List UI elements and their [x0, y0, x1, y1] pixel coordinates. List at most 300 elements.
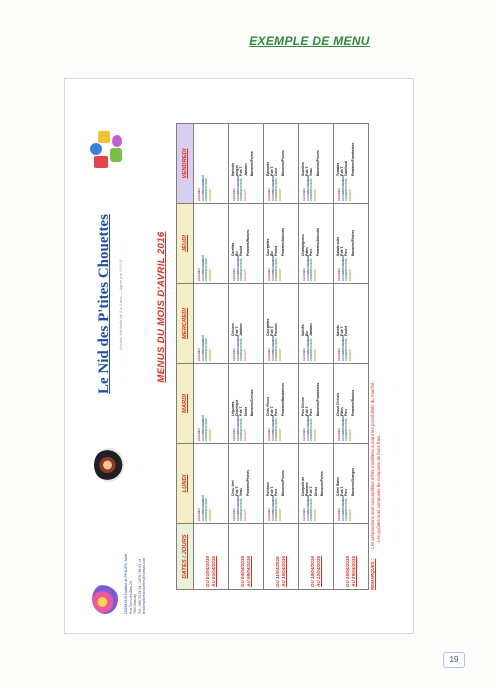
dish-line: Chou Fleurs — [266, 396, 270, 416]
category-label: DESSERT — [208, 348, 212, 361]
menu-cell — [334, 204, 369, 284]
menu-cell — [229, 444, 264, 524]
dessert-line: Bananes/Prunes — [280, 150, 285, 176]
category-label: ACCOMPAGNEMENT — [306, 334, 310, 361]
category-label: LÉGUMES — [338, 188, 341, 201]
dish-line: Porc — [344, 408, 349, 416]
dish-line: P.de T. — [235, 325, 240, 336]
category-label: VIANDE/POISSON — [240, 338, 244, 361]
dessert-line: Bananes/Poires — [249, 151, 254, 176]
toys-logo-icon — [86, 128, 126, 170]
dessert-line: Pommes/Mandarines — [280, 383, 285, 416]
category-label: VIANDE/POISSON — [205, 338, 209, 361]
category-label: LÉGUMES — [233, 348, 236, 361]
dish-line: Choux Chinois — [336, 392, 340, 416]
address-line: Tél : 068/ 33 54 54 - 0478 / 96 85 14 — [137, 559, 142, 614]
dish-line: Poisson — [274, 323, 279, 336]
dish-line: P.de T. — [305, 165, 310, 176]
dish-line: Dinde — [243, 406, 248, 416]
dish-line: Colin — [274, 167, 279, 176]
category-labels — [303, 175, 317, 201]
dish-line: Céleri Blanc — [336, 476, 340, 496]
category-label: ACCOMPAGNEMENT — [341, 414, 345, 441]
category-label: ACCOMPAGNEMENT — [201, 334, 205, 361]
category-label: VIANDE/POISSON — [240, 498, 244, 521]
dish-line: Jambon — [309, 323, 314, 336]
dessert-line: Pommes/Framboises — [350, 142, 355, 176]
category-label: LÉGUMES — [233, 428, 236, 441]
dish-line: Dinde — [313, 486, 318, 496]
page-number: 19 — [443, 652, 465, 668]
menu-cell — [299, 204, 334, 284]
menu-title: MENUS DU MOIS D'AVRIL 2016 — [156, 231, 167, 383]
category-label: ACCOMPAGNEMENT — [341, 254, 345, 281]
dessert-line: Pommes/Abricots — [280, 227, 285, 256]
category-label: DESSERT — [243, 428, 247, 441]
category-label: DESSERT — [278, 268, 282, 281]
category-label: ACCOMPAGNEMENT — [236, 334, 240, 361]
dish-line: P.de T. — [270, 325, 275, 336]
category-label: DESSERT — [348, 268, 352, 281]
category-label: DESSERT — [313, 508, 317, 521]
category-label: LÉGUMES — [303, 188, 306, 201]
category-labels — [303, 255, 317, 281]
date-to: AU 08/04/2016 — [246, 556, 251, 587]
category-labels — [268, 495, 282, 521]
dish-list — [231, 152, 254, 176]
category-label: VIANDE/POISSON — [310, 498, 314, 521]
category-label: LÉGUMES — [198, 188, 201, 201]
dish-line: P.de T. — [239, 405, 244, 416]
remarks-label: REMARQUES : — [370, 558, 375, 590]
category-label: DESSERT — [278, 508, 282, 521]
category-labels — [338, 255, 352, 281]
dessert-line: Pommes/Raisins — [350, 389, 355, 416]
category-label: ACCOMPAGNEMENT — [306, 174, 310, 201]
category-labels — [303, 495, 317, 521]
dessert-line: Bananes/Framboises — [315, 382, 320, 416]
dessert-line: Bananes/Prunes — [280, 470, 285, 496]
category-label: DESSERT — [348, 348, 352, 361]
dish-line: P.de T. — [270, 485, 275, 496]
dish-line: Porc — [344, 488, 349, 496]
category-label: LÉGUMES — [198, 508, 201, 521]
table-row — [194, 124, 229, 590]
category-label: VIANDE/POISSON — [345, 418, 349, 441]
dish-list — [196, 472, 198, 496]
dish-list — [336, 229, 355, 256]
category-label: DESSERT — [313, 348, 317, 361]
dish-line: Haricots rouges — [231, 162, 240, 176]
dish-list — [196, 312, 198, 336]
dish-list — [266, 312, 281, 336]
category-label: ACCOMPAGNEMENT — [271, 334, 275, 361]
category-label: LÉGUMES — [303, 428, 306, 441]
child-photo-icon — [94, 448, 124, 482]
dish-list — [336, 467, 355, 496]
category-label: DESSERT — [243, 348, 247, 361]
table-header-row — [177, 124, 194, 590]
category-label: LÉGUMES — [338, 268, 341, 281]
header-day: VENDREDI — [177, 124, 194, 204]
dish-line: Jambon — [239, 323, 244, 336]
category-label: VIANDE/POISSON — [275, 258, 279, 281]
remarks-block — [370, 381, 381, 590]
dish-line: Riz — [270, 251, 275, 256]
category-label: DESSERT — [208, 428, 212, 441]
category-label: DESSERT — [278, 188, 282, 201]
menu-cell — [264, 444, 299, 524]
dish-line: Porc — [274, 408, 279, 416]
category-label: VIANDE/POISSON — [345, 498, 349, 521]
category-label: LÉGUMES — [338, 508, 341, 521]
dish-line: Poulet — [344, 325, 349, 336]
category-label: ACCOMPAGNEMENT — [236, 174, 240, 201]
category-label: DESSERT — [208, 268, 212, 281]
table-row — [229, 124, 264, 590]
category-label: ACCOMPAGNEMENT — [201, 494, 205, 521]
header-day: MARDI — [177, 364, 194, 444]
category-label: LÉGUMES — [198, 428, 201, 441]
category-labels — [338, 335, 352, 361]
menu-cell — [229, 204, 264, 284]
address-line: 7830 Bassilly — [133, 594, 138, 614]
dish-line: Chicons — [231, 322, 235, 336]
category-label: LÉGUMES — [268, 428, 271, 441]
menu-cell — [229, 284, 264, 364]
dish-line: P.de T. — [340, 485, 345, 496]
brand-title: Le Nid des P'tites Chouettes — [96, 214, 112, 394]
week-dates — [194, 524, 229, 590]
menu-cell — [334, 124, 369, 204]
remark-line: - Les goûters sont composés de compotes de fruits frais. — [375, 434, 381, 545]
category-labels — [198, 255, 212, 281]
menu-body — [194, 124, 369, 590]
email-line: lenidtesptiteschouettes@hotmail.com — [142, 557, 147, 614]
dish-line: P.de T. — [239, 165, 244, 176]
week-dates — [264, 524, 299, 590]
dish-line: Porc — [344, 248, 349, 256]
dish-line: Navets — [336, 325, 340, 336]
dish-list — [231, 469, 250, 496]
category-labels — [198, 335, 212, 361]
category-label: ACCOMPAGNEMENT — [271, 494, 275, 521]
category-label: VIANDE/POISSON — [275, 338, 279, 361]
category-label: ACCOMPAGNEMENT — [271, 414, 275, 441]
category-label: VIANDE/POISSON — [205, 258, 209, 281]
category-labels — [303, 415, 317, 441]
dish-line: Poulet — [274, 245, 279, 256]
week-dates — [334, 524, 369, 590]
dish-line: P.de T. — [309, 485, 314, 496]
header-day: JEUDI — [177, 204, 194, 284]
header-dates: DATES / JOURS — [177, 524, 194, 590]
dish-list — [266, 472, 285, 496]
dessert-line: Pommes/Abricots — [315, 227, 320, 256]
category-labels — [233, 495, 247, 521]
dish-list — [196, 392, 198, 416]
table-row — [334, 124, 369, 590]
dish-list — [231, 389, 254, 416]
category-label: DESSERT — [278, 428, 282, 441]
dish-list — [196, 232, 198, 256]
menu-cell — [229, 364, 264, 444]
category-label: VIANDE/POISSON — [345, 178, 349, 201]
category-label: ACCOMPAGNEMENT — [341, 334, 345, 361]
dish-line: P.de T. — [340, 165, 345, 176]
category-label: VIANDE/POISSON — [205, 178, 209, 201]
category-label: LÉGUMES — [198, 268, 201, 281]
category-label: DESSERT — [313, 268, 317, 281]
dish-list — [336, 142, 355, 176]
rotated-menu — [74, 90, 402, 620]
page-title: EXEMPLE DE MENU — [249, 34, 370, 48]
dish-list — [196, 152, 198, 176]
category-labels — [268, 415, 282, 441]
dish-line: Scaroles — [301, 162, 305, 176]
category-label: ACCOMPAGNEMENT — [271, 254, 275, 281]
dish-list — [301, 227, 320, 256]
category-label: LÉGUMES — [233, 268, 236, 281]
category-label: ACCOMPAGNEMENT — [201, 174, 205, 201]
category-label: VIANDE/POISSON — [345, 338, 349, 361]
category-labels — [198, 495, 212, 521]
category-labels — [268, 255, 282, 281]
category-label: ACCOMPAGNEMENT — [201, 254, 205, 281]
menu-cell — [334, 444, 369, 524]
dish-line: Chou Vert — [231, 480, 235, 496]
week-dates — [299, 524, 334, 590]
category-label: DESSERT — [348, 188, 352, 201]
date-from: DU 11/04/2016 — [274, 556, 280, 587]
menu-cell — [299, 284, 334, 364]
table-row — [264, 124, 299, 590]
address-block — [124, 494, 147, 614]
category-label: VIANDE/POISSON — [275, 498, 279, 521]
menu-cell — [194, 124, 229, 204]
category-label: LÉGUMES — [233, 508, 236, 521]
menu-cell — [194, 444, 229, 524]
dish-line: P.de T. — [340, 325, 345, 336]
category-label: LÉGUMES — [268, 188, 271, 201]
dish-line: Pois Chiche — [301, 397, 305, 416]
dish-line: Veau — [239, 488, 244, 496]
dish-line: Porc — [274, 488, 279, 496]
category-labels — [198, 175, 212, 201]
dessert-line: Bananes/Poires — [319, 471, 324, 496]
menu-cell — [264, 364, 299, 444]
dessert-line: Bananes/Oranges — [350, 467, 355, 496]
category-labels — [338, 495, 352, 521]
dish-line: Légumes Chairtique — [231, 399, 240, 416]
dish-line: Courgettes — [266, 238, 270, 256]
dish-list — [301, 382, 320, 416]
dish-line: Pâtes — [305, 247, 310, 256]
category-label: ACCOMPAGNEMENT — [271, 174, 275, 201]
menu-cell — [264, 284, 299, 364]
dish-line: P.de T. — [305, 405, 310, 416]
dish-line: Veau — [309, 168, 314, 176]
category-label: LÉGUMES — [303, 268, 306, 281]
dish-line: Pâtes — [340, 407, 345, 416]
category-label: LÉGUMES — [268, 348, 271, 361]
menu-cell — [299, 364, 334, 444]
category-labels — [268, 175, 282, 201]
dish-list — [336, 312, 351, 336]
category-label: VIANDE/POISSON — [310, 178, 314, 201]
category-label: DESSERT — [208, 508, 212, 521]
menu-cell — [264, 124, 299, 204]
category-label: ACCOMPAGNEMENT — [236, 254, 240, 281]
dish-line: P.de T. — [270, 165, 275, 176]
category-label: ACCOMPAGNEMENT — [201, 414, 205, 441]
category-label: ACCOMPAGNEMENT — [306, 254, 310, 281]
category-labels — [233, 175, 247, 201]
remark-line: - Les préparations sont susceptibles d'être modifiées suivant les possibilités du marché. — [370, 381, 375, 552]
dish-line: Salade cuite — [336, 236, 340, 256]
date-from: DU 25/04/2016 — [344, 556, 350, 587]
menu-cell — [194, 364, 229, 444]
date-to: AU 29/04/2016 — [351, 556, 356, 587]
menu-cell — [299, 124, 334, 204]
dish-line: Compote de Pommes — [301, 476, 310, 496]
menu-cell — [334, 364, 369, 444]
category-label: DESSERT — [348, 508, 352, 521]
dessert-line: Bananes/Pêches — [350, 229, 355, 256]
category-label: LÉGUMES — [303, 508, 306, 521]
brand-tagline: Accueil d'enfants de 0 à 3 ans — Agréé par l'O.N.E. — [118, 258, 123, 350]
dish-line: Épinards — [266, 161, 270, 176]
category-labels — [338, 175, 352, 201]
menu-cell — [264, 204, 299, 284]
dish-line: Poulet — [239, 245, 244, 256]
dish-list — [266, 383, 285, 416]
category-label: ACCOMPAGNEMENT — [306, 414, 310, 441]
table-row — [299, 124, 334, 590]
date-to: AU 22/04/2016 — [316, 556, 321, 587]
category-label: VIANDE/POISSON — [310, 418, 314, 441]
dish-list — [231, 312, 246, 336]
category-label: VIANDE/POISSON — [275, 178, 279, 201]
category-labels — [233, 255, 247, 281]
category-label: LÉGUMES — [338, 428, 341, 441]
dessert-line: Bananes/Cerises — [249, 389, 254, 416]
category-label: LÉGUMES — [338, 348, 341, 361]
header-day: MERCREDI — [177, 284, 194, 364]
category-label: VIANDE/POISSON — [310, 258, 314, 281]
dish-line: P.de T. — [340, 245, 345, 256]
dish-list — [336, 389, 355, 416]
menu-cell — [229, 124, 264, 204]
category-label: VIANDE/POISSON — [310, 338, 314, 361]
category-label: LÉGUMES — [303, 348, 306, 361]
menu-cell — [299, 444, 334, 524]
dish-line: Tomates — [336, 162, 340, 176]
category-label: LÉGUMES — [198, 348, 201, 361]
category-label: DESSERT — [313, 428, 317, 441]
address-line: LEEMANS Nadine et PHILIPS Julie — [124, 554, 128, 614]
dish-list — [266, 152, 285, 176]
category-label: VIANDE/POISSON — [205, 498, 209, 521]
category-label: LÉGUMES — [233, 188, 236, 201]
dish-list — [301, 152, 320, 176]
category-labels — [338, 415, 352, 441]
dessert-line: Pommes/Pêches — [245, 469, 250, 496]
category-label: DESSERT — [243, 268, 247, 281]
dish-list — [231, 229, 250, 256]
dish-line: Cabillaud — [344, 161, 349, 176]
category-label: LÉGUMES — [268, 508, 271, 521]
category-label: DESSERT — [278, 348, 282, 361]
dish-list — [301, 312, 316, 336]
address-line: Rue Sous-les-Bois 24 — [128, 581, 133, 614]
category-label: DESSERT — [313, 188, 317, 201]
category-label: VIANDE/POISSON — [240, 258, 244, 281]
category-labels — [198, 415, 212, 441]
menu-cell — [194, 204, 229, 284]
dish-line: P.de T. — [235, 485, 240, 496]
category-label: VIANDE/POISSON — [205, 418, 209, 441]
menu-table — [176, 123, 369, 590]
dish-line: Courgettes — [266, 318, 270, 336]
category-labels — [303, 335, 317, 361]
menu-cell — [334, 284, 369, 364]
category-label: VIANDE/POISSON — [275, 418, 279, 441]
category-labels — [233, 335, 247, 361]
week-dates — [229, 524, 264, 590]
daycare-logo-icon — [92, 584, 118, 614]
dessert-line: Pommes/Raisins — [245, 229, 250, 256]
dish-list — [266, 227, 285, 256]
menu-header — [74, 90, 182, 620]
category-label: ACCOMPAGNEMENT — [236, 494, 240, 521]
category-label: DESSERT — [243, 188, 247, 201]
category-label: ACCOMPAGNEMENT — [341, 174, 345, 201]
dish-line: Champignons — [301, 234, 305, 256]
category-label: DESSERT — [348, 428, 352, 441]
category-label: LÉGUMES — [268, 268, 271, 281]
category-label: VIANDE/POISSON — [240, 178, 244, 201]
category-labels — [233, 415, 247, 441]
dish-line: Jambon — [243, 163, 248, 176]
dish-line: Riz — [235, 251, 240, 256]
category-label: ACCOMPAGNEMENT — [341, 494, 345, 521]
header-day: LUNDI — [177, 444, 194, 524]
dish-line: Salsifis — [301, 324, 305, 336]
category-label: ACCOMPAGNEMENT — [306, 494, 310, 521]
menu-cell — [194, 284, 229, 364]
date-from: DU 04/04/2016 — [239, 556, 245, 587]
dish-line: Porc — [309, 408, 314, 416]
date-to: AU 01/04/2016 — [211, 556, 216, 587]
category-label: VIANDE/POISSON — [240, 418, 244, 441]
dish-line: Poireaux — [266, 482, 270, 496]
dish-line: Porc — [309, 248, 314, 256]
dish-list — [301, 472, 324, 496]
date-from: DU 01/04/2016 — [204, 556, 210, 587]
date-from: DU 18/04/2016 — [309, 556, 315, 587]
category-label: ACCOMPAGNEMENT — [236, 414, 240, 441]
category-label: DESSERT — [208, 188, 212, 201]
category-labels — [268, 335, 282, 361]
dish-line: Carottes — [231, 242, 235, 256]
date-to: AU 15/04/2016 — [281, 556, 286, 587]
category-label: DESSERT — [243, 508, 247, 521]
category-label: VIANDE/POISSON — [345, 258, 349, 281]
dish-line: Riz — [305, 331, 310, 336]
dish-line: P.de T. — [270, 405, 275, 416]
dessert-line: Bananes/Prunes — [315, 150, 320, 176]
